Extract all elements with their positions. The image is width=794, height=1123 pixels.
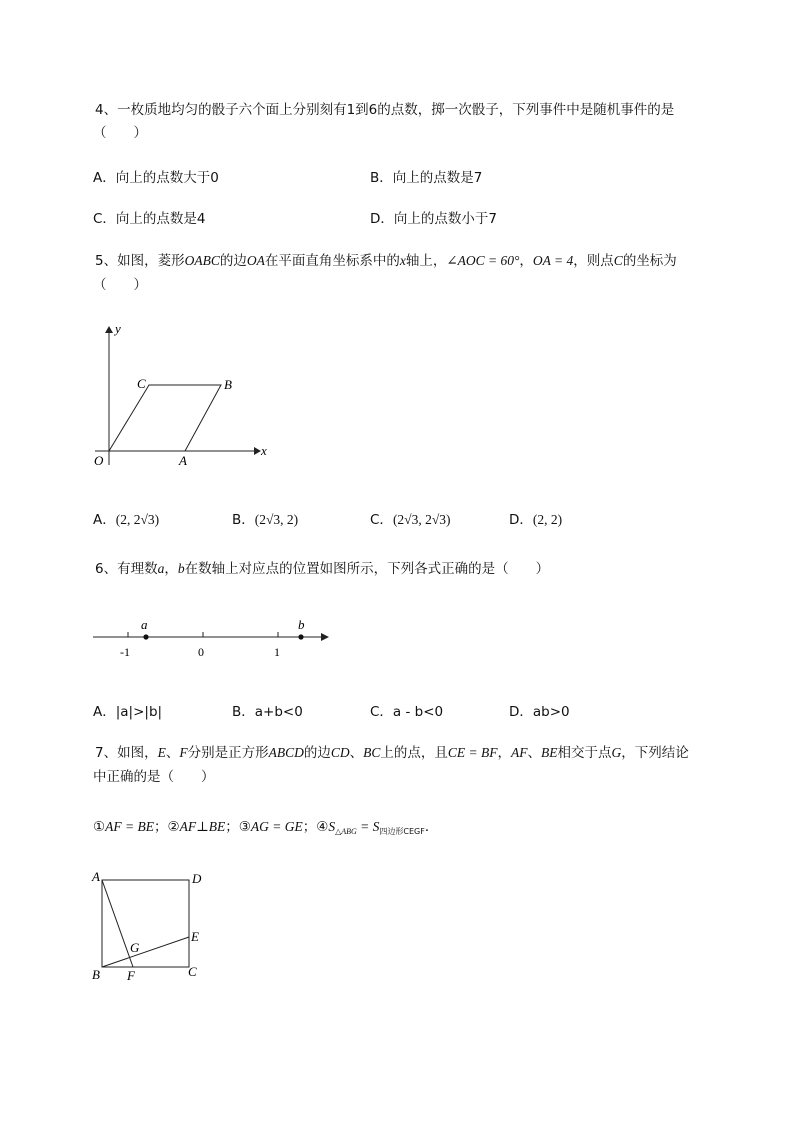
q7-point-f: F: [179, 745, 188, 760]
q6-option-b: B．a+b<0: [232, 704, 303, 720]
q5-stem-text: 轴上，: [405, 253, 447, 269]
q5-axis-name: x: [399, 253, 406, 268]
rhombus-oabc: [109, 385, 221, 451]
q5-option-c: [370, 511, 451, 529]
q7-conclusions: [93, 818, 438, 841]
q7-stem-text: 分别是正方形: [187, 745, 269, 761]
tick-1-label: 1: [274, 645, 280, 659]
q7-stem-text: ，: [497, 745, 511, 761]
q5-option-d: [509, 511, 562, 529]
conclusion-1-mark: ①: [93, 819, 106, 835]
q7-stem-text: 7、如图，: [95, 745, 158, 761]
q6-option-a: A．|a|>|b|: [93, 704, 163, 720]
point-e-label: E: [191, 929, 199, 944]
q5-option-b: [232, 511, 298, 529]
q5-answer-paren: （ ）: [93, 277, 147, 293]
q6-number-line: [88, 612, 338, 662]
point-o-label: O: [94, 453, 104, 468]
area-symbol: S: [328, 819, 336, 834]
area-symbol: S: [372, 819, 380, 834]
q5-stem-text: ，: [519, 253, 533, 269]
equals-sign: =: [356, 819, 373, 834]
option-label: C．: [370, 512, 393, 528]
y-axis-label: y: [115, 321, 121, 336]
q5-stem-text: 的边: [219, 253, 247, 269]
q7-side-bc: BC: [363, 745, 381, 760]
point-b-label: B: [224, 377, 232, 392]
q5-stem-text: 的坐标为: [622, 253, 677, 269]
point-f-label: F: [127, 968, 135, 983]
q4-option-d: D．向上的点数小于7: [370, 211, 497, 227]
q4-stem: 4、一枚质地均匀的骰子六个面上分别刻有1到6的点数，掷一次骰子，下列事件中是随机事件的是: [95, 102, 675, 118]
point-a-label: a: [141, 617, 148, 632]
q7-segment-be: BE: [540, 745, 558, 760]
q5-stem: [95, 252, 677, 270]
x-axis-label: x: [261, 443, 267, 458]
q7-square-figure: [88, 866, 213, 986]
point-c-label: C: [188, 964, 197, 979]
point-d-label: D: [192, 871, 202, 886]
q7-stem-text: 、: [165, 745, 180, 761]
q5-side-name: OA: [246, 253, 265, 268]
conclusion-2: AF⊥BE: [179, 819, 226, 834]
square-abcd: [102, 880, 189, 967]
q7-stem-text: ，下列结论: [621, 745, 689, 761]
q7-stem-text: 、: [349, 745, 364, 761]
q6-stem-text: ，: [164, 561, 178, 577]
q5-angle-expr: ∠AOC = 60°: [446, 253, 520, 268]
point-b-label: B: [92, 967, 100, 982]
option-value: (2√3, 2√3): [392, 512, 451, 527]
q7-stem-line2: 中正确的是（ ）: [93, 769, 215, 785]
option-label: A．: [93, 512, 116, 528]
q7-stem: [95, 744, 689, 762]
conclusion-1: AF = BE: [105, 819, 154, 834]
q7-stem-text: 相交于点: [557, 745, 612, 761]
q7-condition: CE = BF: [447, 745, 498, 760]
area-subscript-triangle: △ABG: [335, 827, 357, 836]
q5-stem-text: 5、如图，菱形: [95, 253, 185, 269]
point-g-label: G: [130, 940, 140, 955]
point-b-dot: [298, 634, 303, 639]
q4-option-c: C．向上的点数是4: [93, 211, 206, 227]
q4-option-a: A．向上的点数大于0: [93, 170, 219, 186]
segment-be: [102, 937, 189, 967]
q5-point-name: C: [613, 253, 623, 268]
q6-option-c: C．a - b<0: [370, 704, 444, 720]
option-value: (2, 2√3): [115, 512, 160, 527]
separator: ；: [153, 819, 168, 835]
q4-answer-paren: （ ）: [93, 125, 147, 141]
q5-stem-text: ，则点: [573, 253, 614, 269]
q6-option-d: D．ab>0: [509, 704, 570, 720]
q7-point-g: G: [611, 745, 622, 760]
q6-var-a: a: [157, 561, 165, 576]
q6-stem-text: 在数轴上对应点的位置如图所示，下列各式正确的是（ ）: [184, 561, 550, 577]
point-c-label: C: [137, 376, 146, 391]
area-subscript-quad: 四边形CEGF: [379, 827, 425, 836]
tick-0-label: 0: [198, 645, 204, 659]
conclusion-2-mark: ②: [167, 819, 180, 835]
q7-stem-text: 上的点，且: [380, 745, 448, 761]
q7-stem-text: 、: [527, 745, 541, 761]
q7-point-e: E: [157, 745, 166, 760]
option-value: (2√3, 2): [254, 512, 299, 527]
q5-rhombus-figure: [85, 315, 285, 475]
q5-option-a: [93, 511, 159, 529]
q5-rhombus-name: OABC: [184, 253, 220, 268]
option-label: B．: [232, 512, 255, 528]
conclusion-3: AG = GE: [250, 819, 303, 834]
separator: ；: [225, 819, 239, 835]
q6-stem: [95, 560, 549, 578]
option-value: (2, 2): [532, 512, 563, 527]
segment-af: [102, 880, 133, 967]
point-a-label: A: [92, 869, 100, 884]
q5-length-expr: OA = 4: [532, 253, 574, 268]
conclusion-4-mark: ④: [316, 819, 329, 835]
separator: ；: [302, 819, 317, 835]
q4-option-b: B．向上的点数是7: [370, 170, 483, 186]
q7-stem-text: 的边: [303, 745, 331, 761]
point-a-dot: [143, 634, 148, 639]
q7-segment-af: AF: [510, 745, 528, 760]
q5-stem-text: 在平面直角坐标系中的: [264, 253, 400, 269]
conclusion-3-mark: ③: [238, 819, 251, 835]
point-a-label: A: [179, 453, 187, 468]
point-b-label: b: [298, 617, 305, 632]
tick-neg1-label: -1: [120, 645, 130, 659]
q6-stem-text: 6、有理数: [95, 561, 158, 577]
q6-var-b: b: [177, 561, 185, 576]
q7-side-cd: CD: [330, 745, 350, 760]
q7-square-name: ABCD: [268, 745, 304, 760]
option-label: D．: [509, 512, 533, 528]
period: ．: [424, 819, 439, 835]
